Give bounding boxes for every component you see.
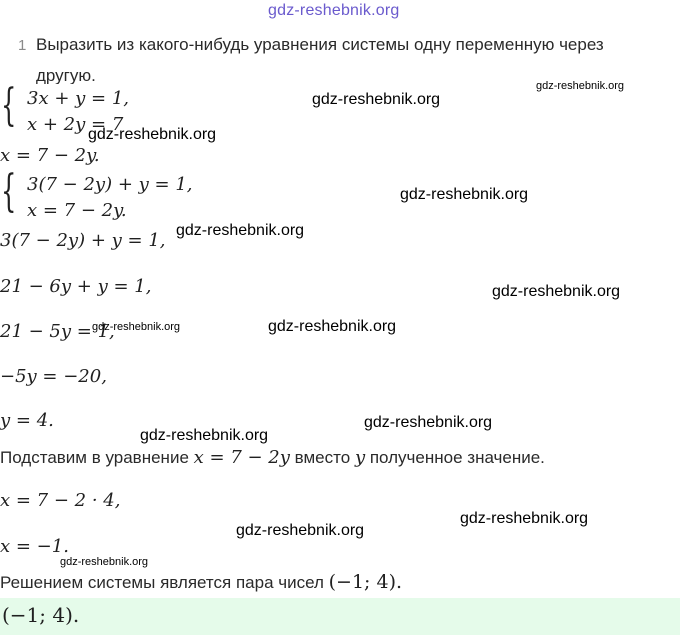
step-number: 1 [18, 37, 27, 54]
substitute-sentence: Подставим в уравнение x = 7 − 2y вместо y полученное значение. [0, 447, 545, 468]
solution-line: −5y = −20, [0, 366, 107, 387]
conclusion-sentence: Решением системы является пара чисел (−1; 4). [0, 571, 403, 593]
watermark: gdz-reshebnik.org [236, 522, 365, 539]
x-line: x = 7 − 2 · 4, [0, 490, 121, 511]
system2-eq1: 3(7 − 2y) + y = 1, [27, 174, 193, 195]
watermark: gdz-reshebnik.org [88, 126, 217, 143]
watermark-top: gdz-reshebnik.org [268, 2, 400, 19]
watermark: gdz-reshebnik.org [536, 80, 625, 92]
watermark: gdz-reshebnik.org [268, 318, 397, 335]
watermark: gdz-reshebnik.org [460, 510, 589, 527]
system-brace: { [1, 80, 17, 131]
step-text-continued: другую. [36, 66, 96, 84]
watermark: gdz-reshebnik.org [176, 222, 305, 239]
system1-eq2: x + 2y = 7 [27, 114, 124, 135]
solution-line: 21 − 6y + y = 1, [0, 276, 152, 297]
step-text: Выразить из какого-нибудь уравнения системы одну переменную через [36, 35, 604, 54]
express-x: x = 7 − 2y. [0, 145, 100, 166]
solution-line: y = 4. [0, 410, 54, 431]
watermark: gdz-reshebnik.org [140, 427, 269, 444]
watermark: gdz-reshebnik.org [312, 91, 441, 108]
solution-line: 3(7 − 2y) + y = 1, [0, 230, 166, 251]
watermark: gdz-reshebnik.org [364, 414, 493, 431]
watermark: gdz-reshebnik.org [60, 556, 149, 568]
solution-line: 21 − 5y = 1, [0, 321, 115, 342]
x-line: x = −1. [0, 536, 69, 557]
system-brace: { [1, 166, 17, 217]
watermark: gdz-reshebnik.org [400, 186, 529, 203]
answer-box [0, 598, 680, 635]
system2-eq2: x = 7 − 2y. [27, 200, 127, 221]
watermark: gdz-reshebnik.org [492, 283, 621, 300]
watermark: gdz-reshebnik.org [92, 321, 181, 333]
system1-eq1: 3x + y = 1, [27, 88, 129, 109]
answer-text: (−1; 4). [2, 603, 80, 627]
